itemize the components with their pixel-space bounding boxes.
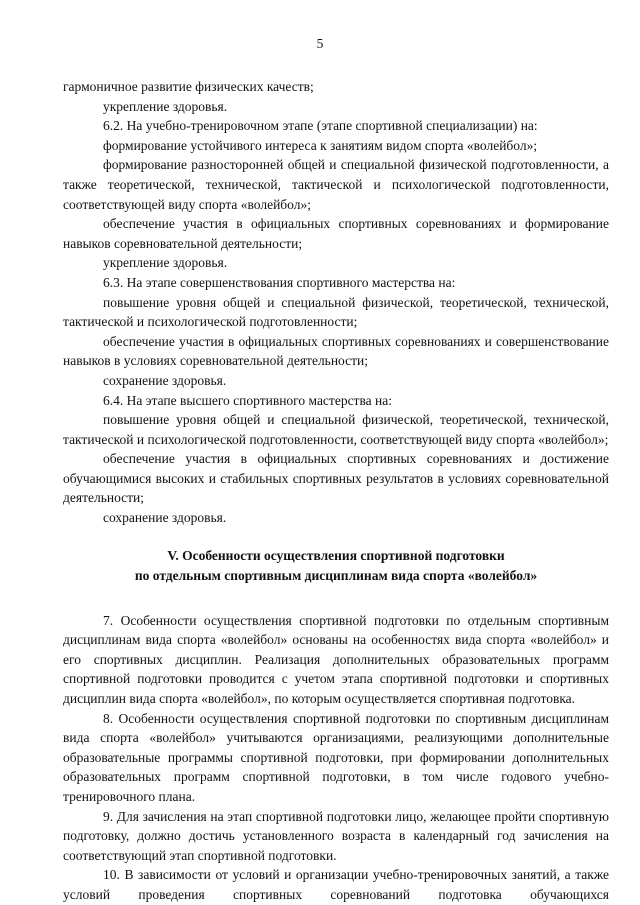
paragraph: 10. В зависимости от условий и организации учебно-тренировочных занятий, а также условий проведения спортивных соревнований подготовка обучающихся — [63, 867, 609, 902]
paragraph: обеспечение участия в официальных спортивных соревнованиях и формирование навыков соревновательной деятельности; — [63, 216, 609, 251]
paragraph: формирование устойчивого интереса к занятиям видом спорта «волейбол»; — [103, 137, 538, 153]
paragraph: 7. Особенности осуществления спортивной подготовки по отдельным спортивным дисциплинам вида спорта «волейбол» основаны на особенностях вида спорта «волейбол» и его спортивных дисциплин. Реализация дополнительных образовательных программ спортивной подготовки проводится с учетом этапа спортивной подготовки и спортивных дисциплин вида спорта «волейбол», по которым осуществляется спортивная подготовка. — [63, 612, 609, 707]
paragraph: формирование разносторонней общей и специальной физической подготовленности, а также теоретической, технической, тактической и психологической подготовленности, соответствующей виду спорта «волейбол»; — [63, 157, 609, 212]
paragraph: 6.2. На учебно-тренировочном этапе (этапе спортивной специализации) на: — [103, 118, 538, 134]
section-heading-line-2: по отдельным спортивным дисциплинам вида спорта «волейбол» — [134, 567, 538, 583]
section-heading-line-1: V. Особенности осуществления спортивной подготовки — [167, 547, 505, 563]
document-body — [63, 77, 609, 905]
paragraph: укрепление здоровья. — [103, 98, 228, 114]
paragraph: повышение уровня общей и специальной физической, теоретической, технической, тактической и психологической подготовленности, соответствующей виду спорта «волейбол»; — [63, 412, 609, 447]
paragraph: 6.3. На этапе совершенствования спортивного мастерства на: — [103, 274, 456, 290]
paragraph: гармоничное развитие физических качеств; — [63, 79, 314, 94]
paragraph: обеспечение участия в официальных спортивных соревнованиях и совершенствование навыков в условиях соревновательной деятельности; — [63, 333, 609, 369]
paragraph: повышение уровня общей и специальной физической, теоретической, технической, тактической и психологической подготовленности; — [63, 294, 609, 330]
paragraph: 9. Для зачисления на этап спортивной подготовки лицо, желающее пройти спортивную подготовку, должно достичь установленного возраста в календарный год зачисления на соответствующий этап спортивной подготовки. — [63, 808, 609, 863]
page-number: 5 — [316, 36, 324, 51]
paragraph: обеспечение участия в официальных спортивных соревнованиях и достижение обучающимися высоких и стабильных спортивных результатов в условиях соревновательной деятельности; — [63, 451, 609, 506]
paragraph: 8. Особенности осуществления спортивной подготовки по спортивным дисциплинам вида спорта «волейбол» учитываются организациями, реализующими дополнительные образовательные программы спортивной подготовки, при формировании дополнительных образовательных программ спортивной подготовки, в том числе годового учебно-тренировочного плана. — [63, 710, 609, 804]
paragraph: сохранение здоровья. — [103, 510, 227, 526]
paragraph: 6.4. На этапе высшего спортивного мастерства на: — [103, 392, 392, 408]
paragraph: сохранение здоровья. — [103, 372, 227, 388]
section-heading — [63, 546, 609, 586]
paragraph: укрепление здоровья. — [103, 255, 228, 271]
